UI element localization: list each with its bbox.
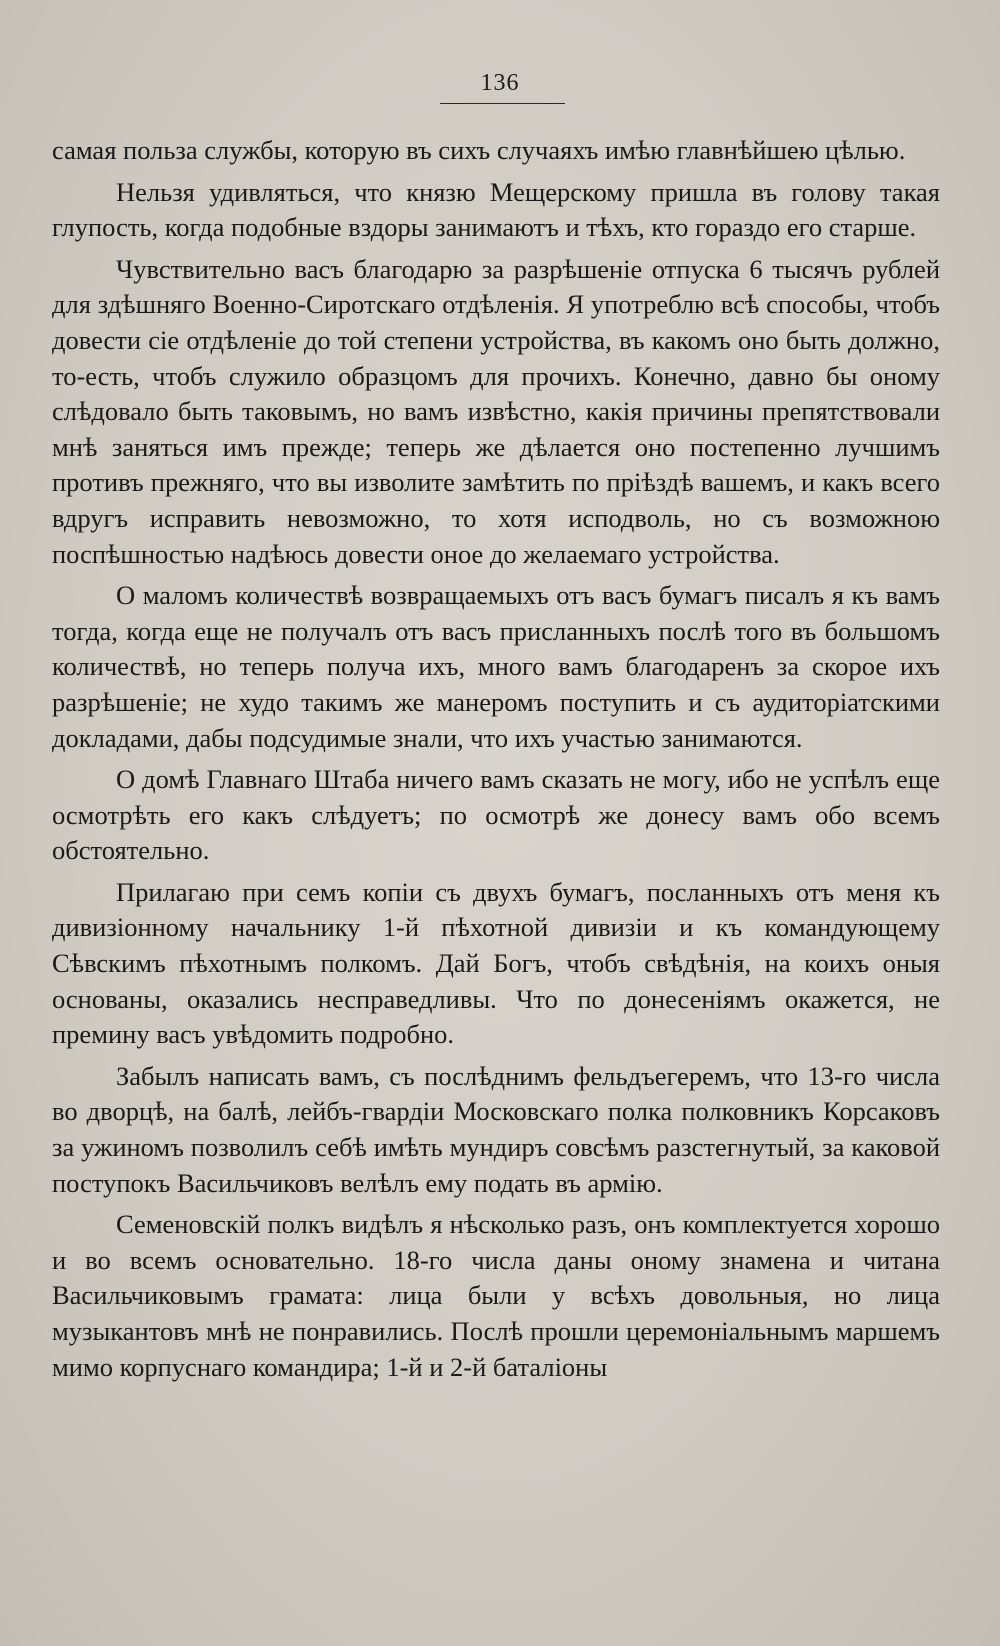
page-number: 136	[480, 70, 520, 96]
paragraph: О домѣ Главнаго Штаба ничего вамъ сказать не могу, ибо не успѣлъ еще осмотрѣть его какъ слѣдуетъ; по осмотрѣ же донесу вамъ обо всемъ обстоятельно.	[52, 764, 940, 866]
paragraph: Чувствительно васъ благодарю за разрѣшеніе отпуска 6 тысячъ рублей для здѣшняго Военно-Сиротскаго отдѣленія. Я употреблю всѣ способы, чтобъ довести сіе отдѣленіе до той степени устройства, въ какомъ оно быть должно, то-есть, чтобъ служило образцомъ для прочихъ. Конечно, давно бы оному слѣдовало быть таковымъ, но вамъ извѣстно, какія причины препятствовали мнѣ заняться имъ прежде; теперь же дѣлается оно постепенно лучшимъ противъ прежняго, что вы изволите замѣтить по пріѣздѣ вашемъ, и какъ всего вдругъ исправить невозможно, то хотя исподволь, но съ возможною поспѣшностью надѣюсь довести оное до желаемаго устройства.	[52, 253, 940, 569]
body-text	[52, 133, 940, 1391]
header-rule	[440, 103, 565, 104]
paragraph: Забылъ написать вамъ, съ послѣднимъ фельдъегеремъ, что 13-го числа во дворцѣ, на балѣ, лейбъ-гвардіи Московскаго полка полковникъ Корсаковъ за ужиномъ позволилъ себѣ имѣть мундиръ совсѣмъ разстегнутый, за каковой поступокъ Васильчиковъ велѣлъ ему подать въ армію.	[52, 1060, 940, 1198]
paragraph: Прилагаю при семъ копіи съ двухъ бумагъ, посланныхъ отъ меня къ дивизіонному начальнику 1-й пѣхотной дивизіи и къ командующему Сѣвскимъ пѣхотнымъ полкомъ. Дай Богъ, чтобъ свѣдѣнія, на коихъ оныя основаны, оказались несправедливы. Что по донесеніямъ окажется, не премину васъ увѣдомить подробно.	[52, 876, 940, 1050]
paragraph: самая польза службы, которую въ сихъ случаяхъ имѣю главнѣйшею цѣлью.	[52, 135, 906, 165]
paragraph: Нельзя удивляться, что князю Мещерскому пришла въ голову такая глупость, когда подобные вздоры занимаютъ и тѣхъ, кто гораздо его старше.	[52, 176, 940, 243]
paragraph: О маломъ количествѣ возвращаемыхъ отъ васъ бумагъ писалъ я къ вамъ тогда, когда еще не получалъ отъ васъ присланныхъ послѣ того въ большомъ количествѣ, но теперь получа ихъ, много вамъ благодаренъ за скорое ихъ разрѣшеніе; не худо такимъ же манеромъ поступить и съ аудиторіатскими докладами, дабы подсудимые знали, что ихъ участью занимаются.	[52, 580, 940, 753]
paragraph: Семеновскій полкъ видѣлъ я нѣсколько разъ, онъ комплектуется хорошо и во всемъ основательно. 18-го числа даны оному знамена и читана Васильчиковымъ грамата: лица были у всѣхъ довольныя, но лица музыкантовъ мнѣ не понравились. Послѣ прошли церемоніальнымъ маршемъ мимо корпуснаго командира; 1-й и 2-й баталіоны	[52, 1209, 940, 1382]
